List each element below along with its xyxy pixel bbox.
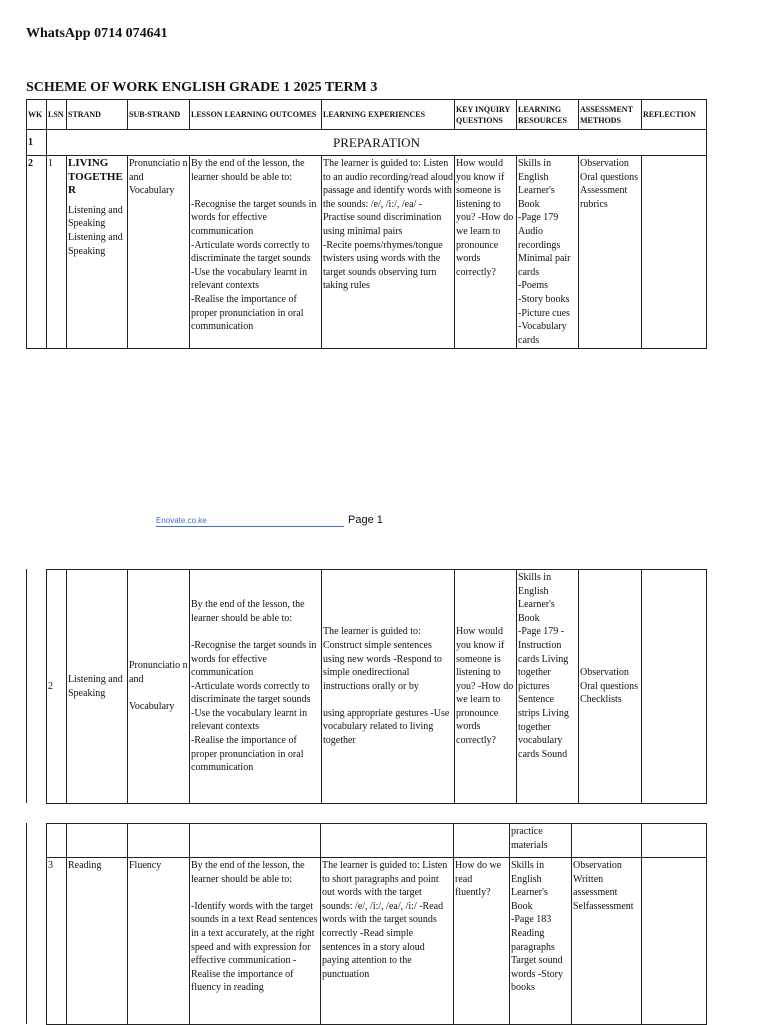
header-row [27, 100, 707, 130]
document-title: SCHEME OF WORK ENGLISH GRADE 1 2025 TERM 3 [26, 80, 378, 95]
col-header-lsn: LSN [47, 100, 67, 130]
row-assessment: Observation Oral questions Checklists [579, 570, 642, 804]
page-number: Page 1 [348, 514, 383, 526]
strand-name: Listening and Speaking Listening and Speaking [68, 204, 123, 257]
row-experiences: The learner is guided to: Listen to an audio recording/read aloud passage and identify words with the sounds: /e/, /i:/, /ea/ -Practise sound discrimination using minimal pairs -Recite poems/rhymes/tongue twisters using words with the target sounds observing turn taking rules [322, 156, 455, 349]
row-week: 2 [27, 156, 47, 349]
empty-cell [67, 824, 128, 858]
row-strand: Reading [67, 858, 128, 1025]
col-header-outcomes: LESSON LEARNING OUTCOMES [190, 100, 322, 130]
row-resources: Skills in English Learner's Book -Page 179 Audio recordings Minimal pair cards -Poems -Story books -Picture cues -Vocabulary cards [517, 156, 579, 349]
row-substrand: Pronunciatio n and Vocabulary [128, 570, 190, 804]
col-header-assessment: ASSESSMENT METHODS [579, 100, 642, 130]
row-lesson: 3 [47, 858, 67, 1025]
row-experiences: The learner is guided to: Listen to short paragraphs and point out words with the target sounds: /e/, /i:/, /ea/, /i:/ -Read words with the target sounds correctly -Read simple sentences in a story aloud paying attention to the punctuation [321, 858, 454, 1025]
row-lesson: 2 [47, 570, 67, 804]
row-resources: Skills in English Learner's Book -Page 183 Reading paragraphs Target sound words -Story books [510, 858, 572, 1025]
table-row [27, 156, 707, 349]
col-header-questions: KEY INQUIRY QUESTIONS [455, 100, 517, 130]
preparation-row [27, 130, 707, 156]
empty-cell [47, 824, 67, 858]
row-strand: Listening and Speaking [67, 570, 128, 804]
row-questions: How do we read fluently? [454, 858, 510, 1025]
strand-theme: LIVING TOGETHE R [68, 157, 123, 197]
table-row [47, 858, 707, 1025]
empty-cell [128, 824, 190, 858]
footer-link[interactable]: Enovate.co.ke [156, 516, 344, 527]
row-reflection [642, 570, 707, 804]
row-reflection [642, 156, 707, 349]
row-resources-continued: practice materials [510, 824, 572, 858]
scheme-table-page2 [46, 569, 707, 804]
prep-label: PREPARATION [47, 130, 707, 156]
left-margin-line [26, 569, 27, 803]
empty-cell [321, 824, 454, 858]
row-questions: How would you know if someone is listening to you? -How do we learn to pronounce words correctly? [455, 570, 517, 804]
row-outcomes: By the end of the lesson, the learner should be able to: -Recognise the target sounds in words for effective communication -Articulate words correctly to discriminate the target sounds -Use the vocabulary learnt in relevant contexts -Realise the importance of proper pronunciation in oral communication [190, 570, 322, 804]
row-strand [67, 156, 128, 349]
prep-week: 1 [27, 130, 47, 156]
empty-cell [190, 824, 321, 858]
col-header-reflection: REFLECTION [642, 100, 707, 130]
col-header-wk: WK [27, 100, 47, 130]
row-substrand: Pronunciatio n and Vocabulary [128, 156, 190, 349]
whatsapp-contact: WhatsApp 0714 074641 [26, 26, 168, 41]
col-header-strand: STRAND [67, 100, 128, 130]
empty-cell [642, 824, 707, 858]
col-header-resources: LEARNING RESOURCES [517, 100, 579, 130]
row-questions: How would you know if someone is listening to you? -How do we learn to pronounce words correctly? [455, 156, 517, 349]
table-row [47, 570, 707, 804]
row-outcomes: By the end of the lesson, the learner should be able to: -Recognise the target sounds in words for effective communication -Articulate words correctly to discriminate the target sounds -Use the vocabulary learnt in relevant contexts -Realise the importance of proper pronunciation in oral communication [190, 156, 322, 349]
empty-cell [572, 824, 642, 858]
row-reflection [642, 858, 707, 1025]
row-resources: Skills in English Learner's Book -Page 179 - Instruction cards Living together pictures Sentence strips Living together vocabulary cards Sound [517, 570, 579, 804]
row-assessment: Observation Oral questions Assessment rubrics [579, 156, 642, 349]
left-margin-line [26, 823, 27, 1024]
row-experiences: The learner is guided to: Construct simple sentences using new words -Respond to simple onedirectional instructions orally or by using appropriate gestures -Use vocabulary related to living together [322, 570, 455, 804]
scheme-table-page1 [26, 99, 707, 349]
empty-cell [454, 824, 510, 858]
row-lesson: 1 [47, 156, 67, 349]
scheme-table-page3 [46, 823, 707, 1025]
row-substrand: Fluency [128, 858, 190, 1025]
row-outcomes: By the end of the lesson, the learner should be able to: -Identify words with the target sounds in a text Read sentences in a text accurately, at the right speed and with expression for effective communication -Realise the importance of fluency in reading [190, 858, 321, 1025]
row-assessment: Observation Written assessment Selfassessment [572, 858, 642, 1025]
col-header-substrand: SUB-STRAND [128, 100, 190, 130]
col-header-experiences: LEARNING EXPERIENCES [322, 100, 455, 130]
continuation-row [47, 824, 707, 858]
